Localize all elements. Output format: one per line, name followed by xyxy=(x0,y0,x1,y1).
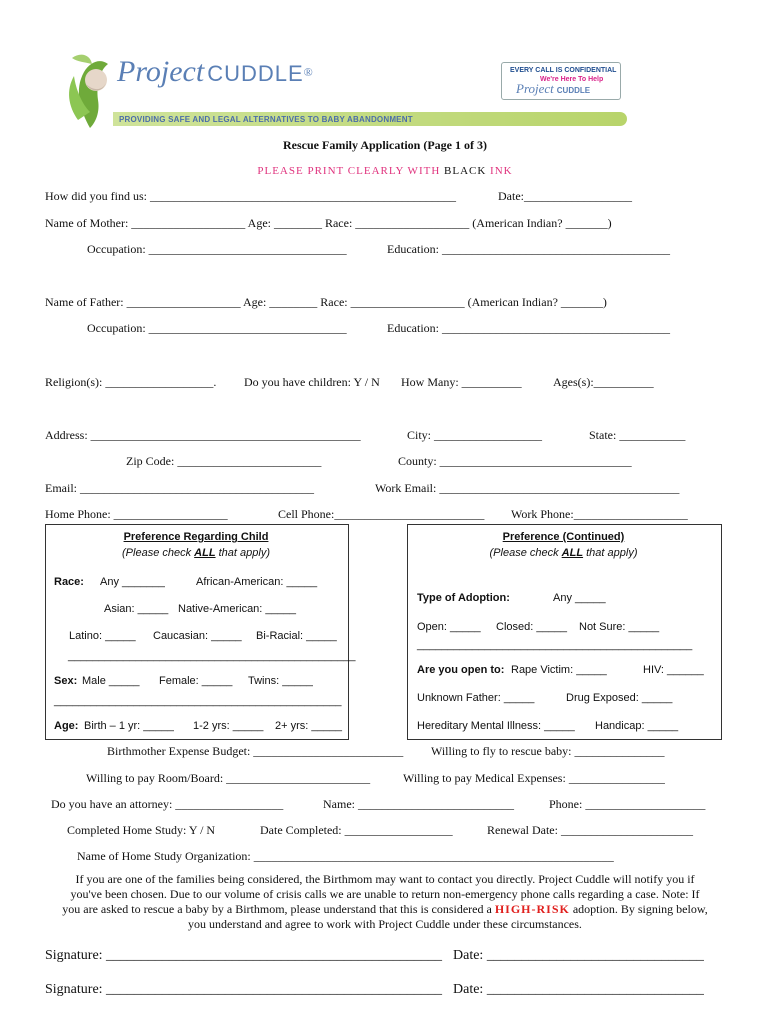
home-study-field[interactable]: Completed Home Study: Y / N xyxy=(67,823,216,837)
mother-occupation-field[interactable]: Occupation: _________________________________ xyxy=(87,242,347,256)
sex-label: Sex: xyxy=(54,675,78,687)
pref-right-title: Preference (Continued) xyxy=(502,531,625,543)
room-board-field[interactable]: Willing to pay Room/Board: ________________________ xyxy=(86,771,371,785)
age-birth-checkbox[interactable]: Birth – 1 yr: _____ xyxy=(84,720,174,732)
signature-field-1[interactable]: Signature: ________________________________________________ xyxy=(45,948,443,963)
ages-field[interactable]: Ages(s):__________ xyxy=(553,375,654,389)
drug-exposed-checkbox[interactable]: Drug Exposed: _____ xyxy=(566,692,673,704)
race-other-line[interactable]: _______________________________________________ xyxy=(68,650,356,662)
pref-left-title: Preference Regarding Child xyxy=(123,531,269,543)
address-field[interactable]: Address: _____________________________________________ xyxy=(45,428,361,442)
logo-project-text: Project xyxy=(117,55,205,88)
father-education-field[interactable]: Education: ______________________________________ xyxy=(387,321,670,335)
mental-illness-checkbox[interactable]: Hereditary Mental Illness: _____ xyxy=(417,720,575,732)
type-adoption-label: Type of Adoption: xyxy=(417,592,510,604)
work-phone-field[interactable]: Work Phone:___________________ xyxy=(511,507,688,521)
children-field[interactable]: Do you have children: Y / N xyxy=(244,375,380,389)
state-field[interactable]: State: ___________ xyxy=(589,428,686,442)
race-asian-checkbox[interactable]: Asian: _____ xyxy=(104,603,169,615)
age-2plus-checkbox[interactable]: 2+ yrs: _____ xyxy=(275,720,342,732)
badge-cuddle: CUDDLE xyxy=(556,86,591,95)
baby-leaf-icon xyxy=(60,50,120,132)
sex-female-checkbox[interactable]: Female: _____ xyxy=(159,675,233,687)
fly-to-rescue-field[interactable]: Willing to fly to rescue baby: _______________ xyxy=(431,744,665,758)
adoption-not-sure-checkbox[interactable]: Not Sure: _____ xyxy=(579,621,660,633)
home-phone-field[interactable]: Home Phone: ___________________ xyxy=(45,507,228,521)
pref-left-subtitle: (Please check ALL that apply) xyxy=(122,547,270,559)
signature-date-field-2[interactable]: Date: _______________________________ xyxy=(453,982,704,997)
expense-budget-field[interactable]: Birthmother Expense Budget: _________________________ xyxy=(107,744,404,758)
instruction-part1: PLEASE PRINT CLEARLY WITH xyxy=(257,165,445,177)
logo-cuddle-text: CUDDLE xyxy=(207,61,304,86)
email-field[interactable]: Email: _______________________________________ xyxy=(45,481,314,495)
how-many-field[interactable]: How Many: __________ xyxy=(401,375,522,389)
race-caucasian-checkbox[interactable]: Caucasian: _____ xyxy=(153,630,242,642)
instruction-black: BLACK xyxy=(444,165,487,177)
age-1-2-checkbox[interactable]: 1-2 yrs: _____ xyxy=(193,720,264,732)
medical-expenses-field[interactable]: Willing to pay Medical Expenses: ________________ xyxy=(403,771,665,785)
county-field[interactable]: County: ________________________________ xyxy=(398,454,632,468)
mother-field[interactable]: Name of Mother: ___________________ Age: ________ Race: ___________________ (American Indian? _______) xyxy=(45,216,612,230)
sex-male-checkbox[interactable]: Male _____ xyxy=(82,675,140,687)
race-any-checkbox[interactable]: Any _______ xyxy=(100,576,165,588)
badge-line1: EVERY CALL IS CONFIDENTIAL xyxy=(510,67,617,74)
rape-victim-checkbox[interactable]: Rape Victim: _____ xyxy=(511,664,607,676)
unknown-father-checkbox[interactable]: Unknown Father: _____ xyxy=(417,692,535,704)
notice-line2: you've been chosen. Due to our volume of crisis calls we are unable to return non-emergency phone calls regarding a case. Note: If xyxy=(70,887,700,901)
signature-field-2[interactable]: Signature: ________________________________________________ xyxy=(45,982,443,997)
father-field[interactable]: Name of Father: ___________________ Age: ________ Race: ___________________ (American Indian? _______) xyxy=(45,295,607,309)
renewal-date-field[interactable]: Renewal Date: ______________________ xyxy=(487,823,693,837)
race-latino-checkbox[interactable]: Latino: _____ xyxy=(69,630,136,642)
instruction-part3: INK xyxy=(486,165,513,177)
mother-education-field[interactable]: Education: ______________________________________ xyxy=(387,242,670,256)
race-african-american-checkbox[interactable]: African-American: _____ xyxy=(196,576,318,588)
handicap-checkbox[interactable]: Handicap: _____ xyxy=(595,720,679,732)
notice-line4: you understand and agree to work with Project Cuddle under these circumstances. xyxy=(188,917,582,931)
age-label: Age: xyxy=(54,720,79,732)
badge-line2: We're Here To Help xyxy=(540,76,604,83)
notice-line3: you are asked to rescue a baby by a Birthmom, please understand that this is considered a HIGH-RISK adoption. By signing below, xyxy=(62,902,708,916)
zip-field[interactable]: Zip Code: ________________________ xyxy=(126,454,322,468)
work-email-field[interactable]: Work Email: ________________________________________ xyxy=(375,481,680,495)
sex-twins-checkbox[interactable]: Twins: _____ xyxy=(248,675,313,687)
date-completed-field[interactable]: Date Completed: __________________ xyxy=(260,823,453,837)
city-field[interactable]: City: __________________ xyxy=(407,428,543,442)
signature-date-field-1[interactable]: Date: _______________________________ xyxy=(453,948,704,963)
notice-line1: If you are one of the families being considered, the Birthmom may want to contact you directly. Project Cuddle will notify you if xyxy=(75,872,695,886)
form-title: Rescue Family Application (Page 1 of 3) xyxy=(283,138,487,152)
attorney-name-field[interactable]: Name: __________________________ xyxy=(323,797,514,811)
print-instruction xyxy=(0,164,770,178)
badge-project: Project xyxy=(516,81,554,96)
father-occupation-field[interactable]: Occupation: _________________________________ xyxy=(87,321,347,335)
adoption-closed-checkbox[interactable]: Closed: _____ xyxy=(496,621,567,633)
adoption-other-line[interactable]: _____________________________________________ xyxy=(417,639,693,651)
pref-right-subtitle: (Please check ALL that apply) xyxy=(489,547,638,559)
race-native-american-checkbox[interactable]: Native-American: _____ xyxy=(178,603,297,615)
high-risk-label: HIGH-RISK xyxy=(494,902,570,916)
race-biracial-checkbox[interactable]: Bi-Racial: _____ xyxy=(256,630,337,642)
registered-mark: ® xyxy=(303,65,313,79)
cell-phone-field[interactable]: Cell Phone:_________________________ xyxy=(278,507,485,521)
how-found-field[interactable]: How did you find us: ___________________________________________________ xyxy=(45,189,456,203)
adoption-open-checkbox[interactable]: Open: _____ xyxy=(417,621,481,633)
hiv-checkbox[interactable]: HIV: ______ xyxy=(643,664,704,676)
attorney-field[interactable]: Do you have an attorney: __________________ xyxy=(51,797,284,811)
home-study-org-field[interactable]: Name of Home Study Organization: ____________________________________________________________ xyxy=(77,849,614,863)
open-to-label: Are you open to: xyxy=(417,664,505,676)
attorney-phone-field[interactable]: Phone: ____________________ xyxy=(549,797,706,811)
adoption-any-checkbox[interactable]: Any _____ xyxy=(553,592,606,604)
date-field[interactable]: Date:__________________ xyxy=(498,189,632,203)
sex-other-line[interactable]: _______________________________________________ xyxy=(54,695,342,707)
confidential-badge xyxy=(501,62,621,100)
tagline: PROVIDING SAFE AND LEGAL ALTERNATIVES TO BABY ABANDONMENT xyxy=(119,115,413,124)
race-label: Race: xyxy=(54,576,84,588)
religion-field[interactable]: Religion(s): __________________. xyxy=(45,375,217,389)
